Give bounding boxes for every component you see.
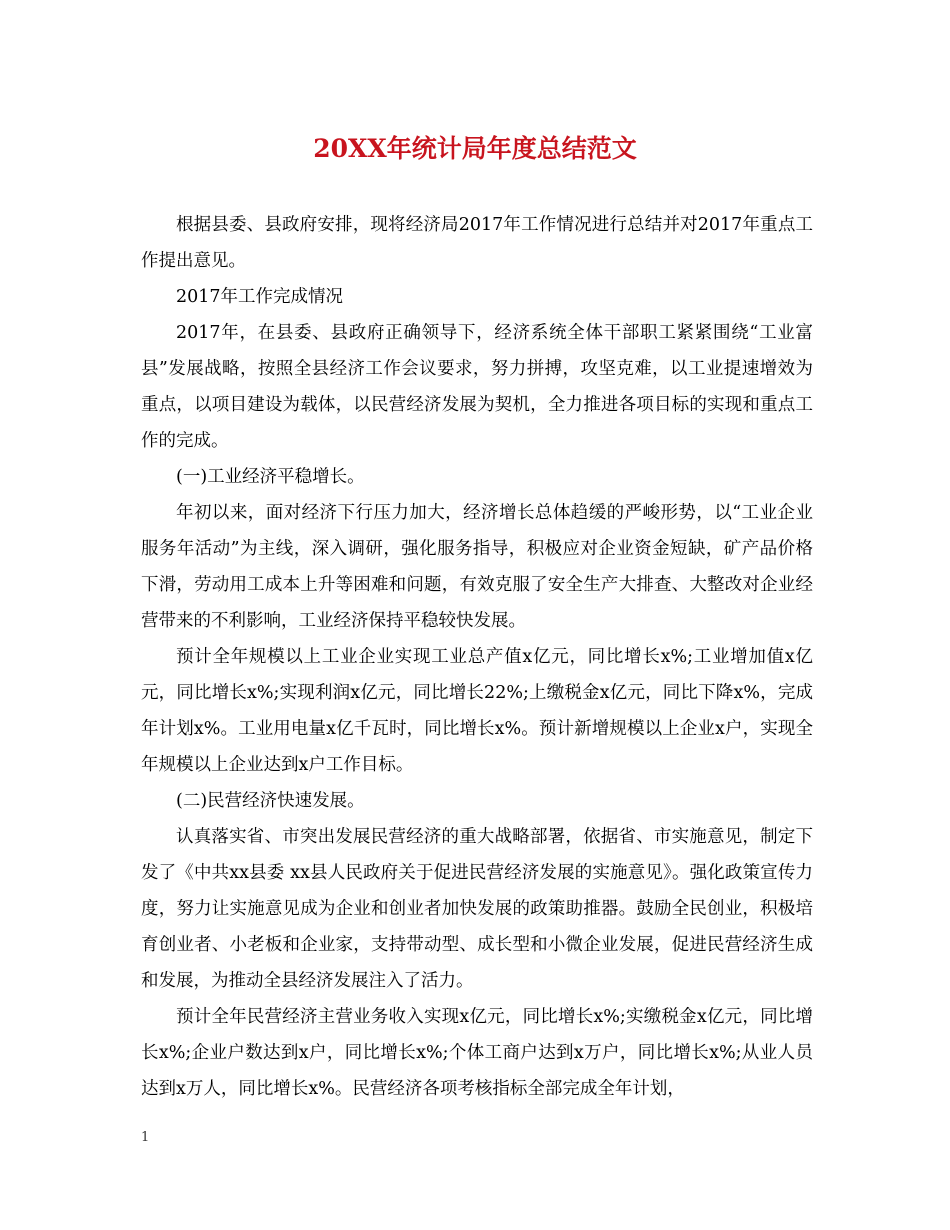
paragraph-industrial-figures: 预计全年规模以上工业企业实现工业总产值x亿元，同比增长x%;工业增加值x亿元，同比增长x%;实现利润x亿元，同比增长22%;上缴税金x亿元，同比下降x%，完成年计划x%。工业用电量x亿千瓦时，同比增长x%。预计新增规模以上企业x户，实现全年规模以上企业达到x户工作目标。 — [141, 647, 813, 775]
section-heading-2017-work: 2017年工作完成情况 — [176, 287, 344, 307]
page-number: 1 — [141, 1130, 150, 1145]
subheading-industrial-economy: (一)工业经济平稳增长。 — [176, 467, 365, 487]
paragraph-overview: 2017年，在县委、县政府正确领导下，经济系统全体干部职工紧紧围绕“工业富县”发展战略，按照全县经济工作会议要求，努力拼搏，攻坚克难，以工业提速增效为重点，以项目建设为载体，以民营经济发展为契机，全力推进各项目标的实现和重点工作的完成。 — [141, 323, 813, 451]
subheading-private-economy: (二)民营经济快速发展。 — [176, 791, 365, 811]
paragraph-intro: 根据县委、县政府安排，现将经济局2017年工作情况进行总结并对2017年重点工作提出意见。 — [141, 215, 813, 271]
document-title: 20XX年统计局年度总结范文 — [313, 134, 637, 163]
paragraph-private-figures: 预计全年民营经济主营业务收入实现x亿元，同比增长x%;实缴税金x亿元，同比增长x%;企业户数达到x户，同比增长x%;个体工商户达到x万户，同比增长x%;从业人员达到x万人，同比增长x%。民营经济各项考核指标全部完成全年计划， — [141, 1007, 813, 1099]
document-body — [141, 207, 813, 1107]
paragraph-industrial-situation: 年初以来，面对经济下行压力加大，经济增长总体趋缓的严峻形势，以“工业企业服务年活动”为主线，深入调研，强化服务指导，积极应对企业资金短缺，矿产品价格下滑，劳动用工成本上升等困难和问题，有效克服了安全生产大排查、大整改对企业经营带来的不利影响，工业经济保持平稳较快发展。 — [141, 503, 813, 631]
paragraph-private-policy: 认真落实省、市突出发展民营经济的重大战略部署，依据省、市实施意见，制定下发了《中共xx县委 xx县人民政府关于促进民营经济发展的实施意见》。强化政策宣传力度，努力让实施意见成为企业和创业者加快发展的政策助推器。鼓励全民创业，积极培育创业者、小老板和企业家，支持带动型、成长型和小微企业发展，促进民营经济生成和发展，为推动全县经济发展注入了活力。 — [141, 827, 813, 991]
